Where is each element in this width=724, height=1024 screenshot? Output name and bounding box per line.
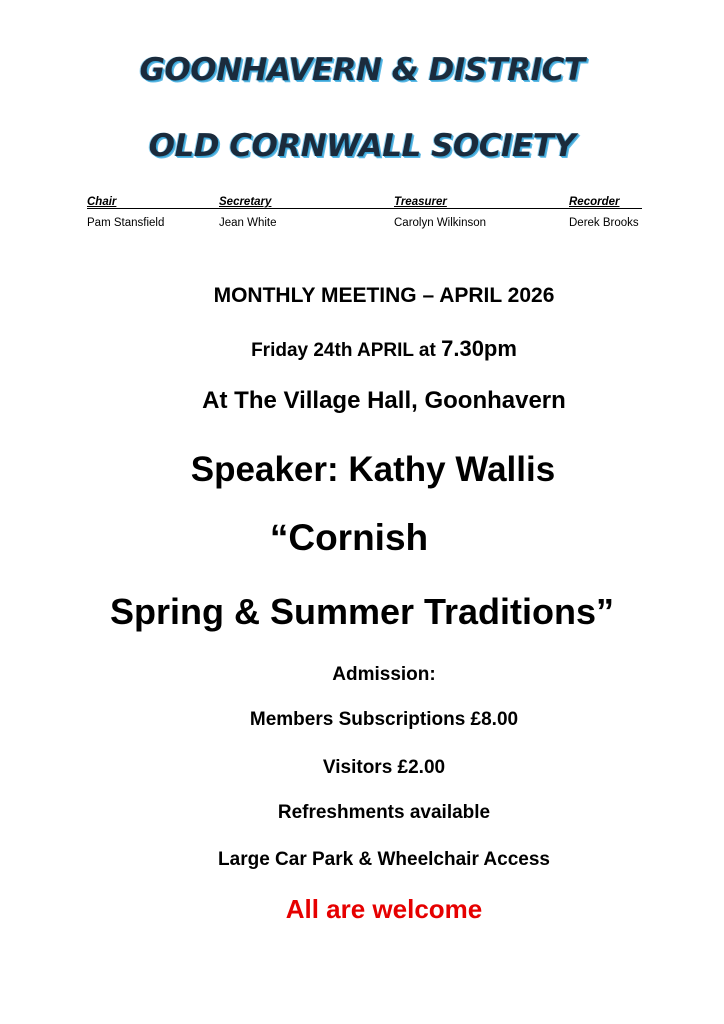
officer-name: Jean White <box>219 217 277 229</box>
officer-name: Carolyn Wilkinson <box>394 217 487 229</box>
meeting-venue: At The Village Hall, Goonhavern <box>202 387 566 414</box>
society-title-line1: GOONHAVERN & DISTRICT <box>139 52 585 88</box>
meeting-date-prefix: Friday 24th APRIL at <box>251 340 442 361</box>
officer-recorder <box>569 196 639 229</box>
welcome-message: All are welcome <box>285 894 483 924</box>
admission-label: Admission: <box>332 664 436 685</box>
officer-header-rule <box>87 208 642 209</box>
refreshments-note: Refreshments available <box>277 802 491 823</box>
officer-role: Chair <box>87 196 117 208</box>
access-note: Large Car Park & Wheelchair Access <box>218 849 550 870</box>
talk-title-line1 <box>0 517 724 559</box>
meeting-heading: MONTHLY MEETING – APRIL 2026 <box>213 284 555 307</box>
officer-role: Treasurer <box>394 196 447 208</box>
officer-treasurer <box>394 196 486 229</box>
officer-secretary <box>219 196 277 229</box>
officer-chair <box>87 196 164 229</box>
talk-title-line1-text: “Cornish <box>269 517 429 558</box>
speaker-name: Speaker: Kathy Wallis <box>190 450 556 489</box>
society-title-line2: OLD CORNWALL SOCIETY <box>148 128 576 164</box>
officer-name: Pam Stansfield <box>87 217 165 229</box>
meeting-date <box>22 336 724 362</box>
members-fee: Members Subscriptions £8.00 <box>249 709 519 730</box>
officer-name: Derek Brooks <box>569 217 639 229</box>
officer-role: Recorder <box>569 196 620 208</box>
visitors-fee: Visitors £2.00 <box>322 757 446 778</box>
officer-role: Secretary <box>219 196 272 208</box>
meeting-time: 7.30pm <box>441 336 517 361</box>
talk-title-line2: Spring & Summer Traditions” <box>109 591 615 632</box>
